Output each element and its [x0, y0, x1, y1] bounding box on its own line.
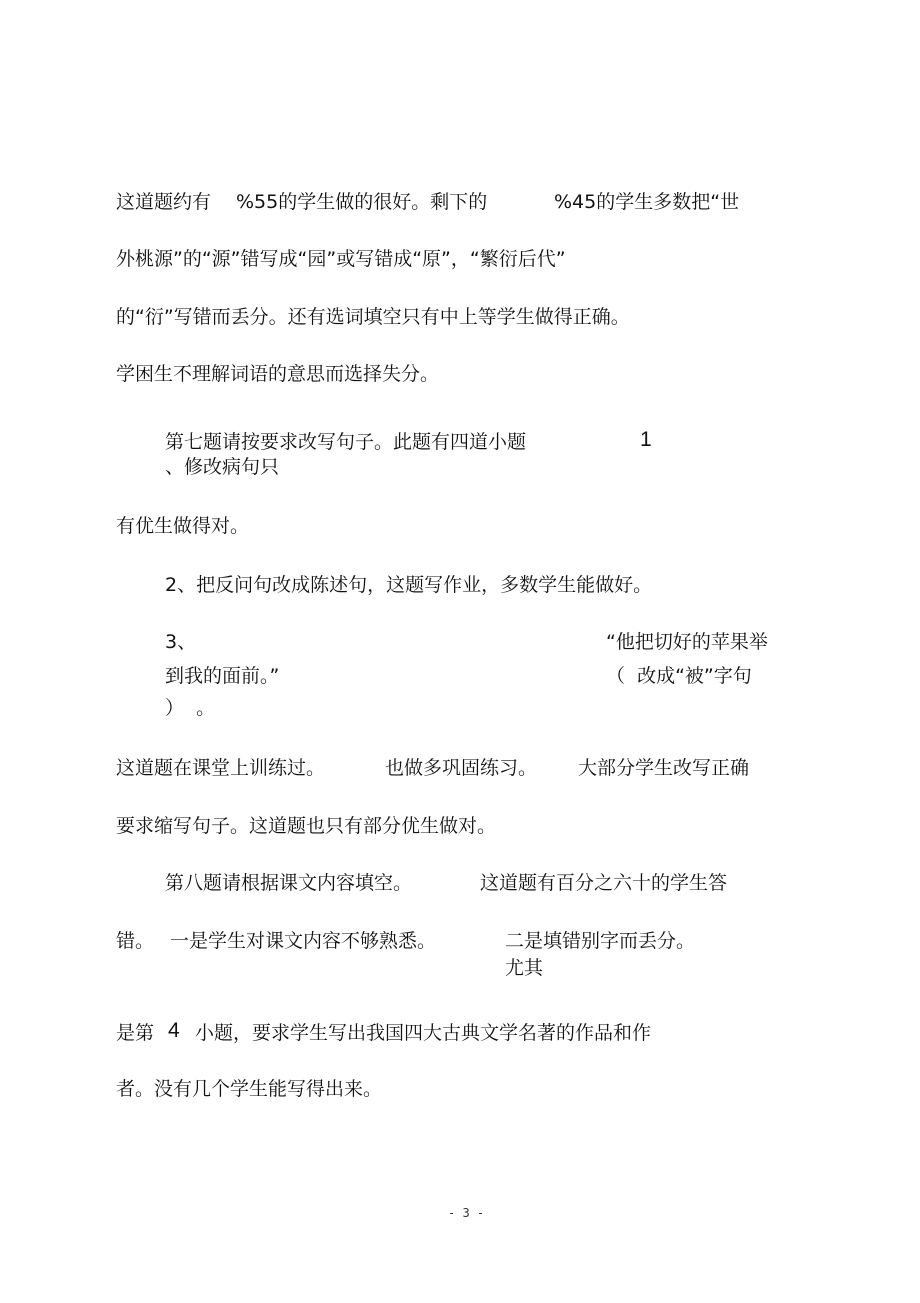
text-line: %45的学生多数把“世: [554, 191, 740, 213]
text-line: %55的学生做的很好。剩下的: [236, 191, 488, 213]
text-line: 第七题请按要求改写句子。此题有四道小题: [165, 431, 527, 453]
text-line: 第八题请根据课文内容填空。: [165, 872, 413, 894]
text-line: 一是学生对课文内容不够熟悉。: [170, 930, 437, 952]
text-line: 尤其: [505, 957, 544, 979]
text-line: 也做多巩固练习。: [385, 757, 538, 779]
text-line: 到我的面前。”: [165, 665, 280, 687]
text-line: ） 。: [165, 697, 216, 719]
item-number: 4: [168, 1019, 180, 1042]
text-line: 学困生不理解词语的意思而选择失分。: [116, 363, 440, 385]
text-line: 是第: [116, 1022, 155, 1044]
text-line: （ 改成“被”字句: [606, 665, 752, 687]
text-line: 二是填错别字而丢分。: [505, 930, 696, 952]
text-line: 、修改病句只: [165, 456, 280, 478]
text-line: 小题，要求学生写出我国四大古典文学名著的作品和作: [195, 1022, 652, 1044]
text-line: 这道题在课堂上训练过。: [116, 757, 326, 779]
text-line: 的“衍”写错而丢分。还有选词填空只有中上等学生做得正确。: [116, 306, 630, 328]
text-line: 大部分学生改写正确: [578, 757, 750, 779]
text-line: 2、把反问句改成陈述句，这题写作业，多数学生能做好。: [165, 574, 653, 596]
text-line: 这道题有百分之六十的学生答: [480, 872, 728, 894]
text-line: 者。没有几个学生能写得出来。: [116, 1078, 383, 1100]
text-line: “他把切好的苹果举: [606, 631, 768, 653]
text-line: 这道题约有: [116, 191, 212, 213]
page-number: - 3 -: [448, 1206, 485, 1220]
item-number: 1: [640, 428, 652, 451]
text-line: 3、: [165, 631, 197, 653]
text-line: 错。: [116, 930, 155, 952]
text-line: 外桃源”的“源”错写成“园”或写错成“原”，“繁衍后代”: [116, 248, 566, 270]
text-line: 有优生做得对。: [116, 515, 250, 537]
text-line: 要求缩写句子。这道题也只有部分优生做对。: [116, 815, 497, 837]
